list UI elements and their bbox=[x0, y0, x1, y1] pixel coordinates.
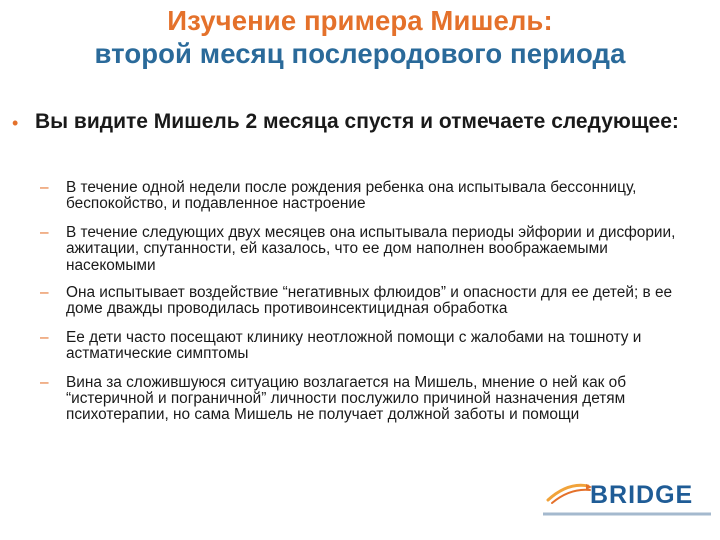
sub-bullet-list bbox=[40, 180, 700, 424]
bridge-swoosh-icon bbox=[546, 479, 594, 507]
main-bullet bbox=[12, 111, 702, 133]
list-item bbox=[40, 375, 700, 424]
slide-title bbox=[0, 4, 720, 70]
list-item-text: В течение следующих двух месяцев она испытывала периоды эйфории и дисфории, ажитации, спутанности, ей казалось, что ее дом наполнен воображаемыми насекомыми bbox=[66, 223, 676, 274]
dash-marker: – bbox=[40, 223, 49, 241]
dash-marker: – bbox=[40, 373, 49, 391]
bridge-logo bbox=[540, 474, 715, 534]
dash-marker: – bbox=[40, 284, 49, 302]
list-item-text: Она испытывает воздействие “негативных флюидов” и опасности для ее детей; в ее доме дважды проводилась противоинсектицидная обработка bbox=[66, 284, 673, 318]
list-item bbox=[40, 225, 700, 274]
title-line-1: Изучение примера Мишель: bbox=[167, 5, 553, 36]
logo-wordmark: BRIDGE bbox=[590, 481, 694, 509]
list-item bbox=[40, 180, 700, 213]
list-item-text: В течение одной недели после рождения ребенка она испытывала бессонницу, беспокойство, и подавленное настроение bbox=[66, 179, 637, 213]
list-item bbox=[40, 285, 700, 318]
list-item-text: Вина за сложившуюся ситуацию возлагается на Мишель, мнение о ней как об “истеричной и пограничной” личности послужило причиной назначения детям психотерапии, но сама Мишель не получает должной заботы и помощи bbox=[66, 373, 627, 424]
bullet-marker: • bbox=[12, 113, 19, 133]
title-line-2: второй месяц послеродового периода bbox=[94, 38, 626, 69]
dash-marker: – bbox=[40, 328, 49, 346]
main-bullet-text: Вы видите Мишель 2 месяца спустя и отмечаете следующее: bbox=[35, 110, 679, 133]
list-item-text: Ее дети часто посещают клинику неотложной помощи с жалобами на тошноту и астматические симптомы bbox=[66, 328, 642, 363]
list-item bbox=[40, 330, 700, 363]
logo-tagline-graphic bbox=[543, 511, 713, 517]
dash-marker: – bbox=[40, 179, 49, 196]
